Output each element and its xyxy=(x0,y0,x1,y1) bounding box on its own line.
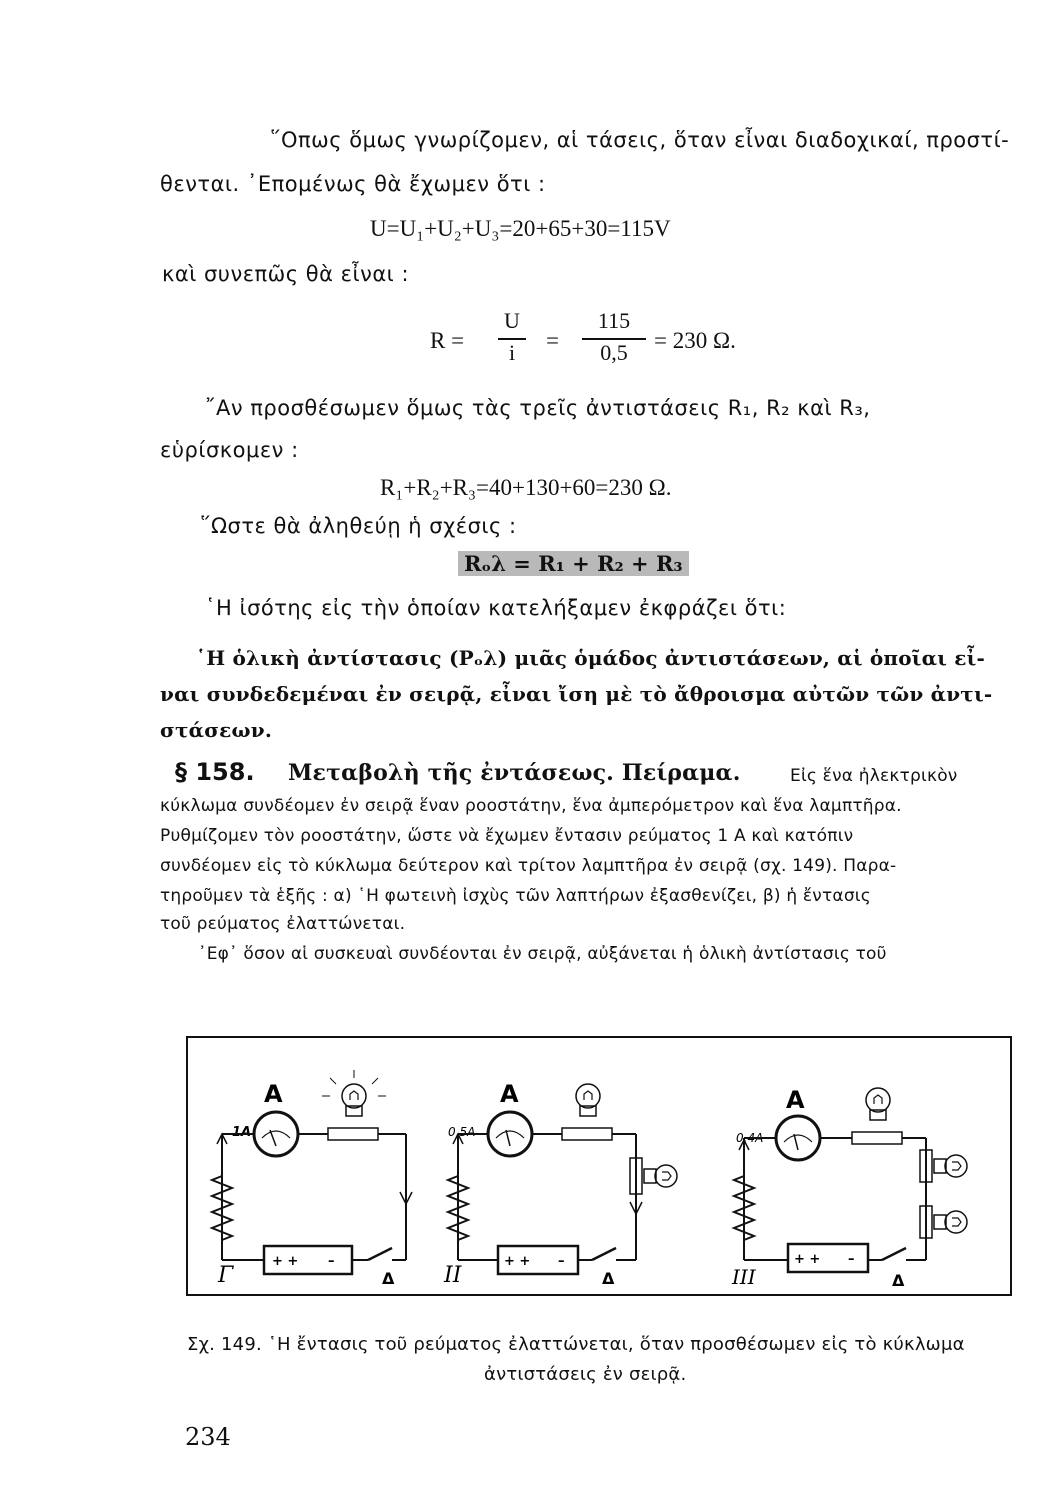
para1-line2: θενται. ᾿Επομένως θὰ ἔχωμεν ὅτι : xyxy=(160,172,546,196)
section-line6: τοῦ ρεύματος ἐλαττώνεται. xyxy=(160,914,406,934)
rule-line1: ῾Η ὁλικὴ ἀντίστασις (Pₒλ) μιᾶς ὁμάδος ἀντιστάσεων, αἱ ὁποῖαι εἶ- xyxy=(196,646,986,670)
svg-text:–: – xyxy=(848,1252,855,1267)
rule-line3: στάσεων. xyxy=(160,718,272,742)
panel3-roman: III xyxy=(732,1265,756,1289)
eq2-num2: 115 xyxy=(597,308,631,333)
section-line5: τηροῦμεν τὰ ἑξῆς : α) ῾Η φωτεινὴ ἰσχὺς τῶν λαπτήρων ἐξασθενίζει, β) ἡ ἔντασις xyxy=(160,886,871,906)
panel3-current-label: 0,4A xyxy=(736,1131,764,1145)
panel2-switch-label: Δ xyxy=(602,1269,615,1288)
panel1-ammeter-icon xyxy=(254,1112,298,1156)
panel3-lamp3-icon xyxy=(934,1211,967,1233)
section-title: Μεταβολὴ τῆς ἐντάσεως. Πείραμα. xyxy=(288,760,741,786)
para2-line1: ῎Αν προσθέσωμεν ὅμως τὰς τρεῖς ἀντιστάσεις R₁, R₂ καὶ R₃, xyxy=(205,396,871,420)
svg-text:+ +: + + xyxy=(794,1252,821,1267)
and-then-text: καὶ συνεπῶς θὰ εἶναι : xyxy=(162,262,410,286)
panel3-switch-icon xyxy=(882,1248,906,1260)
svg-text:+ +: + + xyxy=(272,1254,299,1269)
panel3-switch-label: Δ xyxy=(892,1271,905,1290)
eq2-num1: U xyxy=(504,308,520,333)
circuit-panel-3 xyxy=(731,1086,967,1290)
panel1-switch-icon xyxy=(368,1248,392,1260)
para1-line1: ῞Οπως ὅμως γνωρίζομεν, αἱ τάσεις, ὅταν εἶναι διαδοχικαί, προστί- xyxy=(270,128,1010,152)
so-true-text: ῞Ωστε θὰ ἀληθεύῃ ἡ σχέσις : xyxy=(200,514,517,538)
section-line7: ᾿Εφ᾿ ὅσον αἱ συσκευαὶ συνδέονται ἐν σειρᾷ, αὐξάνεται ἡ ὁλικὴ ἀντίστασις τοῦ xyxy=(198,944,887,964)
panel1-lamp-icon xyxy=(342,1084,366,1116)
panel3-ammeter-icon xyxy=(776,1116,820,1160)
section-line4: συνδέομεν εἰς τὸ κύκλωμα δεύτερον καὶ τρίτον λαμπτῆρα ἐν σειρᾷ (σχ. 149). Παρα- xyxy=(160,856,897,876)
equation-voltage-sum: U=U₁+U₂+U₃=20+65+30=115V xyxy=(370,216,671,241)
panel2-lamp1-icon xyxy=(576,1084,600,1116)
caption-line1: Σχ. 149. ῾Η ἔντασις τοῦ ρεύματος ἐλαττώνεται, ὅταν προσθέσωμεν εἰς τὸ κύκλωμα xyxy=(187,1334,965,1355)
svg-text:–: – xyxy=(328,1254,335,1269)
panel2-lamp2-icon xyxy=(644,1165,677,1187)
panel3-meter-label: A xyxy=(786,1086,805,1114)
circuit-diagrams xyxy=(188,1038,1010,1294)
panel1-light-rays xyxy=(322,1070,386,1096)
eq2-equals1: = xyxy=(546,328,559,353)
eq2-lhs: R = xyxy=(430,328,465,353)
panel2-roman: II xyxy=(444,1263,462,1288)
panel1-switch-label: Δ xyxy=(382,1269,395,1288)
panel1-meter-label: A xyxy=(264,1080,283,1108)
rule-line2: ναι συνδεδεμέναι ἐν σειρᾷ, εἶναι ἴση μὲ τὸ ἄθροισμα αὐτῶν τῶν ἀντι- xyxy=(160,682,993,706)
caption-line2: ἀντιστάσεις ἐν σειρᾷ. xyxy=(484,1364,687,1385)
panel2-meter-label: A xyxy=(500,1080,519,1108)
panel3-lamp1-icon xyxy=(866,1088,890,1120)
svg-text:–: – xyxy=(558,1254,565,1269)
circuit-panel-2 xyxy=(443,1080,677,1288)
panel1-roman: Γ xyxy=(218,1263,234,1288)
panel2-switch-icon xyxy=(592,1248,616,1260)
section-number: § 158. xyxy=(175,758,255,786)
panel2-ammeter-icon xyxy=(488,1112,532,1156)
section-line2: κύκλωμα συνδέομεν ἐν σειρᾷ ἕναν ροοστάτην, ἕνα ἀμπερόμετρον καὶ ἕνα λαμπτῆρα. xyxy=(160,796,902,816)
eq2-den1: i xyxy=(508,340,516,365)
page-number: 234 xyxy=(185,1423,231,1451)
para2-line2: εὑρίσκομεν : xyxy=(160,438,299,462)
boxed-formula: Rₒλ = R₁ + R₂ + R₃ xyxy=(458,551,689,576)
eq2-den2: 0,5 xyxy=(600,340,628,365)
panel3-lamp2-icon xyxy=(934,1155,967,1177)
panel1-current-label: 1A xyxy=(232,1125,252,1140)
eq2-result: = 230 Ω. xyxy=(654,328,736,353)
circuit-panel-1 xyxy=(212,1070,412,1288)
panel2-current-label: 0,5A xyxy=(448,1125,476,1139)
section-line1-rest: Εἰς ἕνα ἠλεκτρικὸν xyxy=(790,766,958,786)
equation-resistance-sum: R₁+R₂+R₃=40+130+60=230 Ω. xyxy=(380,475,672,500)
section-line3: Ρυθμίζομεν τὸν ροοστάτην, ὥστε νὰ ἔχωμεν ἔντασιν ρεύματος 1 Α καὶ κατόπιν xyxy=(160,826,854,846)
equality-intro: ῾Η ἰσότης εἰς τὴν ὁποίαν κατελήξαμεν ἐκφράζει ὅτι: xyxy=(205,596,787,620)
figure-149 xyxy=(186,1036,1012,1296)
svg-text:+ +: + + xyxy=(504,1254,531,1269)
